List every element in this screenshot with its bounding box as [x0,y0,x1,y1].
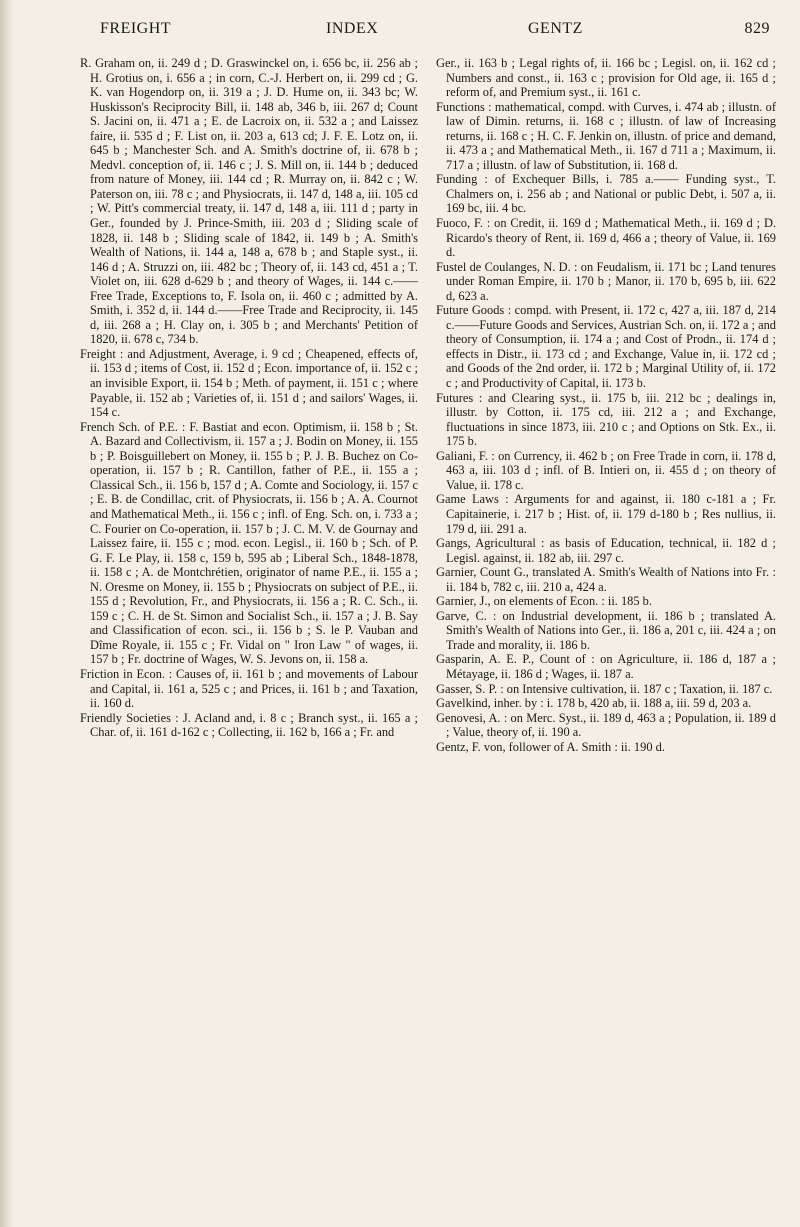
index-entry: Game Laws : Arguments for and against, ii. 180 c-181 a ; Fr. Capitainerie, i. 217 b ; Hist. of, ii. 179 d-180 b ; Res nullius, ii. 179 d, iii. 291 a. [436,492,776,536]
index-entry: Freight : and Adjustment, Average, i. 9 cd ; Cheapened, effects of, ii. 153 d ; items of Cost, ii. 152 d ; Econ. importance of, ii. 152 c ; an invisible Export, ii. 154 b ; Meth. of payment, ii. 151 c ; where Payable, ii. 152 ab ; Varieties of, ii. 151 d ; and sailors' Wages, ii. 154 c. [80,346,418,420]
page-number: 829 [744,20,770,37]
header-first-word: FREIGHT [100,20,172,37]
index-entry: Gasparin, A. E. P., Count of : on Agriculture, ii. 186 d, 187 a ; Métayage, ii. 186 d ; Wages, ii. 187 a. [436,652,776,681]
index-entry: R. Graham on, ii. 249 d ; D. Graswinckel on, i. 656 bc, ii. 256 ab ; H. Grotius on, i. 656 a ; in corn, C.-J. Herbert on, ii. 299 cd ; G. K. van Hogendorp on, ii. 319 a ; J. D. Hume on, ii. 343 bc; W. Huskisson's Reciprocity Bill, ii. 148 ab, 346 b, iii. 267 d; Count S. Jacini on, ii. 471 a ; E. de Lacroix on, ii. 532 a ; and Laissez faire, ii. 535 d ; F. List on, ii. 203 a, 613 cd; J. F. E. Lotz on, ii. 645 b ; Manchester Sch. and A. Smith's doctrine of, ii. 678 b ; Medvl. conception of, ii. 146 c ; J. S. Mill on, ii. 144 b ; deduced from nature of Money, iii. 144 cd ; R. Murray on, ii. 842 c ; W. Paterson on, iii. 78 c ; and Physiocrats, ii. 147 d, 148 a, iii. 105 cd ; W. Pitt's commercial treaty, ii. 147 d, 148 a, iii. 111 d ; party in Ger., founded by J. Prince-Smith, iii. 203 d ; Sliding scale of 1828, ii. 148 b ; Sliding scale of 1842, ii. 149 b ; A. Smith's Wealth of Nations, ii. 144 a, 148 a, 678 b ; and Staple syst., ii. 146 d ; A. Struzzi on, iii. 482 bc ; Theory of, ii. 143 cd, 451 a ; T. Violet on, iii. 628 d-629 b ; and theory of Wages, ii. 144 c.——Free Trade, Exceptions to, F. Isola on, ii. 460 c ; admitted by A. Smith, i. 352 d, ii. 144 d.——Free Trade and Reciprocity, ii. 145 d, iii. 268 a ; H. Clay on, i. 305 b ; and Merchants' Petition of 1820, ii. 678 c, 734 b. [80,56,418,347]
index-entry: Galiani, F. : on Currency, ii. 462 b ; on Free Trade in corn, ii. 178 d, 463 a, iii. 103 d ; infl. of B. Intieri on, ii. 455 d ; on theory of Value, ii. 178 c. [436,448,776,492]
header-last-word: GENTZ [528,20,583,37]
index-entry: Fustel de Coulanges, N. D. : on Feudalism, ii. 171 bc ; Land tenures under Roman Empire, ii. 170 b ; Manor, ii. 170 b, 695 b, iii. 622 d, 623 a. [436,259,776,303]
index-entry: Futures : and Clearing syst., ii. 175 b, iii. 212 bc ; dealings in, illustr. by Cotton, ii. 175 cd, iii. 212 a ; and Exchange, fluctuations in since 1873, iii. 210 c ; and Options on Stk. Ex., ii. 175 b. [436,390,776,449]
index-entry: Garnier, J., on elements of Econ. : ii. 185 b. [436,594,652,609]
index-entry: Fuoco, F. : on Credit, ii. 169 d ; Mathematical Meth., ii. 169 d ; D. Ricardo's theory of Rent, ii. 169 d, 466 a ; theory of Value, ii. 169 d. [436,216,776,260]
index-column-left [80,56,418,740]
index-entry: French Sch. of P.E. : F. Bastiat and econ. Optimism, ii. 158 b ; St. A. Bazard and Collectivism, ii. 157 a ; J. Bodin on Money, ii. 155 b ; P. Boisguillebert on Money, ii. 155 b ; P. J. B. Buchez on Co-operation, ii. 157 b ; R. Cantillon, father of P.E., ii. 155 a ; Classical Sch., ii. 156 b, 157 d ; A. Comte and Sociology, ii. 157 c ; E. B. de Condillac, crit. of Physiocrats, ii. 156 b ; A. A. Cournot and Mathematical Meth., ii. 156 c ; infl. of Eng. Sch. on, i. 733 a ; C. Fourier on Co-operation, ii. 157 b ; J. C. M. V. de Gournay and Laissez faire, ii. 155 c ; mod. econ. Legisl., ii. 160 b ; Sch. of P. G. F. Le Play, ii. 158 c, 159 b, 595 ab ; Liberal Sch., 1848-1878, ii. 158 c ; A. de Montchrétien, originator of name P.E., ii. 155 a ; N. Oresme on Money, ii. 155 b ; Physiocrats on subject of P.E., ii. 155 d ; Revolution, Fr., and Physiocrats, ii. 156 a ; R. C. Sch., ii. 159 c ; C. H. de St. Simon and Socialist Sch., ii. 157 a ; J. B. Say and Classification of econ. sci., ii. 156 b ; S. le P. Vauban and Dîme Royale, ii. 155 c ; Fr. Vidal on " Iron Law " of wages, ii. 157 b ; Fr. doctrine of Wages, W. S. Jevons on, ii. 158 a. [80,419,418,667]
index-entry: Genovesi, A. : on Merc. Syst., ii. 189 d, 463 a ; Population, ii. 189 d ; Value, theory of, ii. 190 a. [436,710,776,740]
index-entry: Gasser, S. P. : on Intensive cultivation, ii. 187 c ; Taxation, ii. 187 c. [436,681,773,696]
index-entry: Garnier, Count G., translated A. Smith's Wealth of Nations into Fr. : ii. 184 b, 782 c, iii. 210 a, 424 a. [436,565,776,594]
index-entry: Garve, C. : on Industrial development, ii. 186 b ; translated A. Smith's Wealth of Nations into Ger., ii. 186 a, 201 c, iii. 424 a ; on Trade and morality, ii. 186 b. [436,608,776,652]
page-header [100,20,770,48]
index-entry: Gentz, F. von, follower of A. Smith : ii. 190 d. [436,739,665,754]
index-column-right [436,56,776,754]
index-entry: Gavelkind, inher. by : i. 178 b, 420 ab, ii. 188 a, iii. 59 d, 203 a. [436,696,752,711]
book-spine-shadow [0,0,14,1227]
index-entry: Funding : of Exchequer Bills, i. 785 a.—— Funding syst., T. Chalmers on, i. 256 ab ; and National or public Debt, i. 507 a, ii. 169 bc, iii. 4 bc. [436,172,776,216]
index-entry: Friction in Econ. : Causes of, ii. 161 b ; and movements of Labour and Capital, ii. 161 a, 525 c ; and Prices, ii. 161 b ; and Taxation, ii. 160 d. [80,666,418,711]
index-entry: Functions : mathematical, compd. with Curves, i. 474 ab ; illustn. of law of Dimin. returns, ii. 168 c ; illustn. of law of Increasing returns, ii. 168 c ; H. C. F. Jenkin on, illustn. of price and demand, ii. 473 a ; and Mathematical Meth., ii. 167 d 711 a ; Maximum, ii. 717 a ; illustn. of law of Substitution, ii. 168 d. [436,99,776,172]
index-entry: Ger., ii. 163 b ; Legal rights of, ii. 166 bc ; Legisl. on, ii. 162 cd ; Numbers and const., ii. 163 c ; provision for Old age, ii. 165 d ; reform of, and Premium syst., ii. 161 c. [436,56,776,100]
index-entry: Future Goods : compd. with Present, ii. 172 c, 427 a, iii. 187 d, 214 c.——Future Goods and Services, Austrian Sch. on, ii. 172 a ; and theory of Consumption, ii. 174 a ; and Cost of Prodn., ii. 174 d ; effects in Distr., ii. 173 cd ; and Exchange, Value in, ii. 172 cd ; and Goods of the 2nd order, ii. 172 b ; Marginal Utility of, ii. 172 c ; and Productivity of Capital, ii. 173 b. [436,303,776,391]
index-entry: Friendly Societies : J. Acland and, i. 8 c ; Branch syst., ii. 165 a ; Char. of, ii. 161 d-162 c ; Collecting, ii. 162 b, 166 a ; Fr. and [80,710,418,740]
header-title: INDEX [326,20,379,37]
index-entry: Gangs, Agricultural : as basis of Education, technical, ii. 182 d ; Legisl. against, ii. 182 ab, iii. 297 c. [436,536,776,565]
